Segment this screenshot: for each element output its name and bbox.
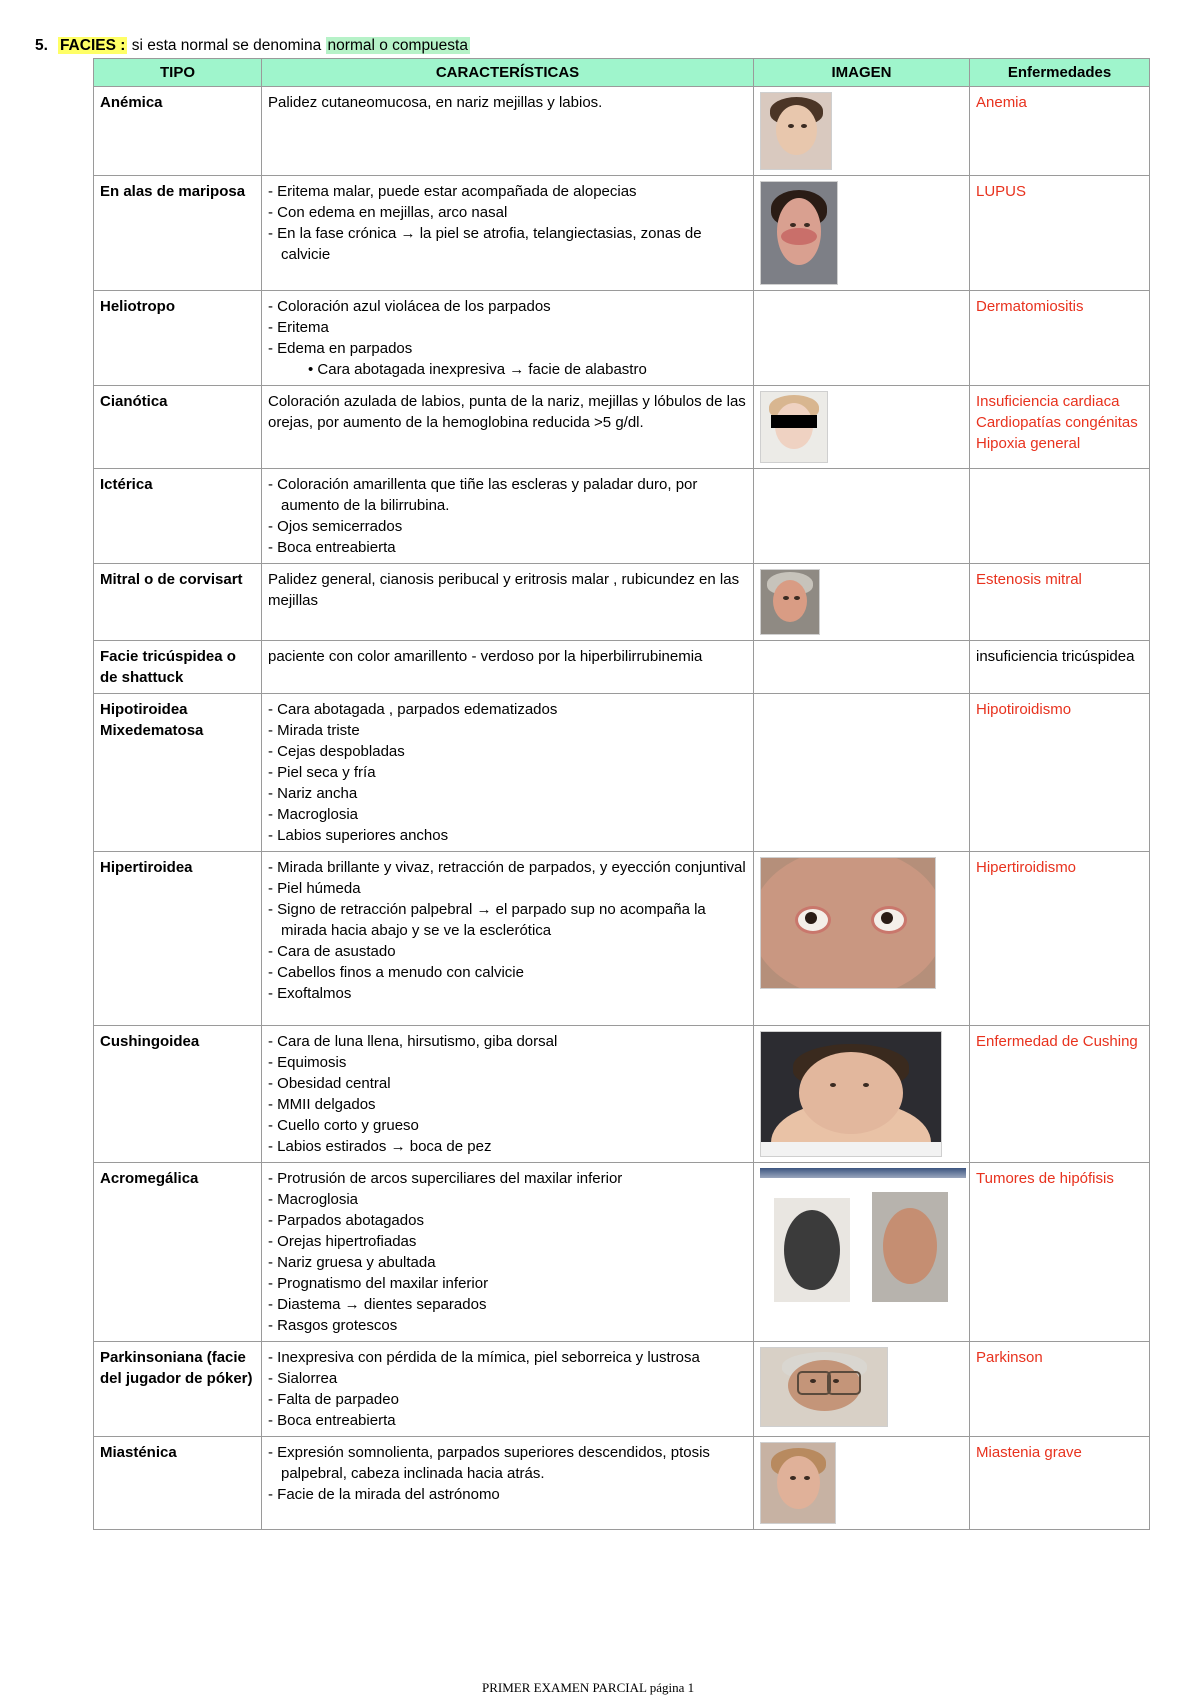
- row-imagen: [754, 694, 970, 852]
- table-row: [94, 1163, 1150, 1342]
- row-caracteristicas: [262, 291, 754, 386]
- caracteristica-item: - Protrusión de arcos superciliares del maxilar inferior: [268, 1170, 623, 1187]
- row-tipo: Ictérica: [94, 469, 262, 564]
- row-enfermedades: [970, 852, 1150, 1026]
- row-enfermedades: [970, 386, 1150, 469]
- facies-photo-11: [760, 1347, 888, 1427]
- photo-left-panel: [774, 1198, 850, 1302]
- row-caracteristicas: [262, 852, 754, 1026]
- row-tipo: Heliotropo: [94, 291, 262, 386]
- photo-face: [760, 857, 936, 989]
- photo-eye-0: [790, 1476, 796, 1480]
- photo-eye-0: [830, 1083, 836, 1087]
- caracteristica-item: - Ojos semicerrados: [268, 518, 403, 535]
- row-enfermedades: [970, 1342, 1150, 1437]
- caracteristicas-list: [268, 1442, 747, 1505]
- caracteristica-item: - Cabellos finos a menudo con calvicie: [268, 964, 524, 981]
- caracteristica-item: - Equimosis: [268, 1054, 347, 1071]
- enfermedad-item: Miastenia grave: [976, 1444, 1082, 1461]
- row-tipo: Mitral o de corvisart: [94, 564, 262, 641]
- header-caracteristicas: CARACTERÍSTICAS: [262, 59, 754, 87]
- row-enfermedades: [970, 176, 1150, 291]
- enfermedad-item: Tumores de hipófisis: [976, 1170, 1114, 1187]
- row-caracteristicas: [262, 1437, 754, 1530]
- caracteristica-item: - Piel seca y fría: [268, 764, 376, 781]
- caracteristica-item: - Signo de retracción palpebral → el parpado sup no acompaña la mirada hacia abajo y se ve la esclerótica: [268, 901, 706, 939]
- row-imagen: [754, 1163, 970, 1342]
- photo-face-right: [883, 1208, 937, 1284]
- caracteristica-item: - Obesidad central: [268, 1075, 391, 1092]
- row-enfermedades: [970, 1437, 1150, 1530]
- facies-photo-10: [760, 1168, 966, 1308]
- caracteristicas-list: [268, 391, 747, 433]
- row-imagen: [754, 469, 970, 564]
- caracteristica-item: - Sialorrea: [268, 1370, 338, 1387]
- caracteristica-item: - Mirada triste: [268, 722, 360, 739]
- row-caracteristicas: [262, 1163, 754, 1342]
- row-caracteristicas: [262, 386, 754, 469]
- caracteristica-item: - Piel húmeda: [268, 880, 361, 897]
- enfermedad-item: Dermatomiositis: [976, 298, 1084, 315]
- caracteristica-item: - Exoftalmos: [268, 985, 352, 1002]
- caracteristica-item: - Cara abotagada , parpados edematizados: [268, 701, 558, 718]
- caracteristica-item: - Nariz gruesa y abultada: [268, 1254, 436, 1271]
- caracteristica-item: - Expresión somnolienta, parpados superiores descendidos, ptosis palpebral, cabeza inclinada hacia atrás.: [268, 1444, 710, 1482]
- table-header-row: [94, 59, 1150, 87]
- row-tipo: Acromegálica: [94, 1163, 262, 1342]
- photo-eye-1: [804, 1476, 810, 1480]
- photo-face: [799, 1052, 903, 1134]
- header-imagen: IMAGEN: [754, 59, 970, 87]
- enfermedad-item: Estenosis mitral: [976, 571, 1082, 588]
- caracteristica-item: - Mirada brillante y vivaz, retracción de parpados, y eyección conjuntival: [268, 859, 746, 876]
- facies-photo-1: [760, 181, 838, 285]
- caracteristica-item: paciente con color amarillento - verdoso por la hiperbilirrubinemia: [268, 648, 703, 665]
- caracteristica-item: - Cara de asustado: [268, 943, 396, 960]
- facies-photo-3: [760, 391, 828, 463]
- table-row: [94, 694, 1150, 852]
- row-caracteristicas: [262, 641, 754, 694]
- facies-photo-5: [760, 569, 820, 635]
- row-enfermedades: [970, 469, 1150, 564]
- header-tipo: TIPO: [94, 59, 262, 87]
- caracteristica-item: - Macroglosia: [268, 806, 359, 823]
- table-row: [94, 564, 1150, 641]
- caracteristica-item: - Diastema → dientes separados: [268, 1296, 487, 1313]
- caracteristica-item: - Inexpresiva con pérdida de la mímica, piel seborreica y lustrosa: [268, 1349, 700, 1366]
- enfermedad-item: Anemia: [976, 94, 1027, 111]
- row-caracteristicas: [262, 176, 754, 291]
- caracteristicas-list: [268, 1031, 747, 1157]
- enfermedad-item: Cardiopatías congénitas: [976, 414, 1138, 431]
- caracteristicas-list: [268, 1168, 747, 1336]
- row-imagen: [754, 1342, 970, 1437]
- table-row: [94, 1342, 1150, 1437]
- caracteristica-item: - En la fase crónica → la piel se atrofia, telangiectasias, zonas de calvicie: [268, 225, 702, 263]
- enfermedad-item: Hipotiroidismo: [976, 701, 1072, 718]
- table-row: [94, 469, 1150, 564]
- photo-eye-1: [794, 596, 800, 600]
- caracteristica-item: - Macroglosia: [268, 1191, 359, 1208]
- photo-right-panel: [872, 1192, 948, 1302]
- caracteristica-item: - Coloración amarillenta que tiñe las escleras y paladar duro, por aumento de la bilirrubina.: [268, 476, 698, 514]
- row-imagen: [754, 641, 970, 694]
- photo-eye-1: [804, 223, 810, 227]
- caracteristicas-list: [268, 569, 747, 611]
- photo-face: [773, 580, 807, 622]
- row-caracteristicas: [262, 87, 754, 176]
- caracteristicas-list: [268, 92, 747, 113]
- enfermedad-item: Hipoxia general: [976, 435, 1081, 452]
- row-caracteristicas: [262, 694, 754, 852]
- caracteristica-item: - MMII delgados: [268, 1096, 376, 1113]
- row-imagen: [754, 852, 970, 1026]
- caracteristica-item: - Prognatismo del maxilar inferior: [268, 1275, 489, 1292]
- row-enfermedades: [970, 694, 1150, 852]
- row-tipo: Facie tricúspidea o de shattuck: [94, 641, 262, 694]
- table-row: [94, 386, 1150, 469]
- row-tipo: En alas de mariposa: [94, 176, 262, 291]
- photo-eye-1: [863, 1083, 869, 1087]
- photo-face: [777, 1456, 820, 1509]
- row-imagen: [754, 1026, 970, 1163]
- photo-glasses-lens-0: [797, 1371, 831, 1395]
- photo-banner: [760, 1168, 966, 1178]
- row-enfermedades: [970, 87, 1150, 176]
- caracteristicas-list: [268, 296, 747, 380]
- enfermedad-item: Hipertiroidismo: [976, 859, 1077, 876]
- caracteristicas-list: [268, 474, 747, 558]
- enfermedad-item: insuficiencia tricúspidea: [976, 648, 1135, 665]
- row-imagen: [754, 564, 970, 641]
- section-title: FACIES :: [59, 37, 126, 54]
- row-caracteristicas: [262, 564, 754, 641]
- caracteristica-item: - Rasgos grotescos: [268, 1317, 398, 1334]
- photo-eye-0: [788, 124, 794, 128]
- facies-photo-0: [760, 92, 832, 170]
- row-enfermedades: [970, 641, 1150, 694]
- section-number: 5.: [35, 37, 48, 54]
- photo-eye-0: [783, 596, 789, 600]
- caracteristica-item: - Boca entreabierta: [268, 539, 396, 556]
- caracteristica-item: - Parpados abotagados: [268, 1212, 424, 1229]
- section-heading: [35, 36, 470, 56]
- photo-face: [776, 105, 817, 155]
- facies-table: [93, 58, 1150, 1530]
- caracteristica-item: - Eritema: [268, 319, 329, 336]
- row-imagen: [754, 176, 970, 291]
- table-row: [94, 87, 1150, 176]
- caracteristica-item: Coloración azulada de labios, punta de la nariz, mejillas y lóbulos de las orejas, por aumento de la hemoglobina reducida >5 g/dl.: [268, 393, 746, 431]
- caracteristicas-list: [268, 646, 747, 667]
- enfermedad-item: Enfermedad de Cushing: [976, 1033, 1138, 1050]
- caracteristica-item: - Nariz ancha: [268, 785, 358, 802]
- section-highlight: normal o compuesta: [327, 37, 468, 54]
- table-row: [94, 291, 1150, 386]
- row-enfermedades: [970, 1163, 1150, 1342]
- caracteristicas-list: [268, 1347, 747, 1431]
- facies-photo-12: [760, 1442, 836, 1524]
- caracteristicas-list: [268, 181, 747, 265]
- caracteristica-item: - Edema en parpados: [268, 340, 413, 357]
- page-footer: PRIMER EXAMEN PARCIAL página 1: [482, 1680, 695, 1695]
- row-caracteristicas: [262, 1026, 754, 1163]
- row-tipo: Parkinsoniana (facie del jugador de póker): [94, 1342, 262, 1437]
- caracteristica-item: - Orejas hipertrofiadas: [268, 1233, 417, 1250]
- caracteristica-item: - Labios estirados → boca de pez: [268, 1138, 492, 1155]
- section-intro-text: si esta normal se denomina: [127, 37, 326, 54]
- enfermedad-item: LUPUS: [976, 183, 1027, 200]
- row-caracteristicas: [262, 1342, 754, 1437]
- photo-glasses-lens-1: [827, 1371, 861, 1395]
- table-row: [94, 852, 1150, 1026]
- caracteristica-item: - Boca entreabierta: [268, 1412, 396, 1429]
- row-enfermedades: [970, 291, 1150, 386]
- photo-eye-0: [790, 223, 796, 227]
- table-row: [94, 1437, 1150, 1530]
- caracteristica-item: - Cara de luna llena, hirsutismo, giba dorsal: [268, 1033, 558, 1050]
- photo-sheet: [761, 1142, 941, 1156]
- caracteristica-item: • Cara abotagada inexpresiva → facie de alabastro: [308, 361, 647, 378]
- caracteristica-item: Palidez cutaneomucosa, en nariz mejillas y labios.: [268, 94, 603, 111]
- row-imagen: [754, 386, 970, 469]
- row-imagen: [754, 291, 970, 386]
- photo-pupil-1: [881, 912, 893, 924]
- caracteristica-item: - Cuello corto y grueso: [268, 1117, 419, 1134]
- photo-eye-censor-bar: [771, 415, 817, 428]
- row-caracteristicas: [262, 469, 754, 564]
- caracteristica-item: Palidez general, cianosis peribucal y eritrosis malar , rubicundez en las mejillas: [268, 571, 740, 609]
- table-row: [94, 176, 1150, 291]
- facies-photo-8: [760, 857, 936, 989]
- table-row: [94, 641, 1150, 694]
- enfermedad-item: Parkinson: [976, 1349, 1043, 1366]
- row-enfermedades: [970, 1026, 1150, 1163]
- caracteristica-item: - Labios superiores anchos: [268, 827, 449, 844]
- caracteristica-item: - Coloración azul violácea de los parpados: [268, 298, 551, 315]
- photo-face-left: [784, 1210, 840, 1290]
- caracteristica-item: - Con edema en mejillas, arco nasal: [268, 204, 508, 221]
- caracteristica-item: - Falta de parpadeo: [268, 1391, 399, 1408]
- row-enfermedades: [970, 564, 1150, 641]
- row-tipo: Cushingoidea: [94, 1026, 262, 1163]
- row-tipo: Hipotiroidea Mixedematosa: [94, 694, 262, 852]
- row-tipo: Hipertiroidea: [94, 852, 262, 1026]
- caracteristicas-list: [268, 857, 747, 1004]
- row-tipo: Miasténica: [94, 1437, 262, 1530]
- table-row: [94, 1026, 1150, 1163]
- caracteristica-item: - Cejas despobladas: [268, 743, 405, 760]
- enfermedad-item: Insuficiencia cardiaca: [976, 393, 1120, 410]
- row-imagen: [754, 1437, 970, 1530]
- photo-pupil-0: [805, 912, 817, 924]
- header-enfermedades: Enfermedades: [970, 59, 1150, 87]
- facies-photo-9: [760, 1031, 942, 1157]
- row-imagen: [754, 87, 970, 176]
- caracteristica-item: - Facie de la mirada del astrónomo: [268, 1486, 500, 1503]
- row-tipo: Anémica: [94, 87, 262, 176]
- row-tipo: Cianótica: [94, 386, 262, 469]
- caracteristica-item: - Eritema malar, puede estar acompañada de alopecias: [268, 183, 637, 200]
- photo-eye-1: [801, 124, 807, 128]
- caracteristicas-list: [268, 699, 747, 846]
